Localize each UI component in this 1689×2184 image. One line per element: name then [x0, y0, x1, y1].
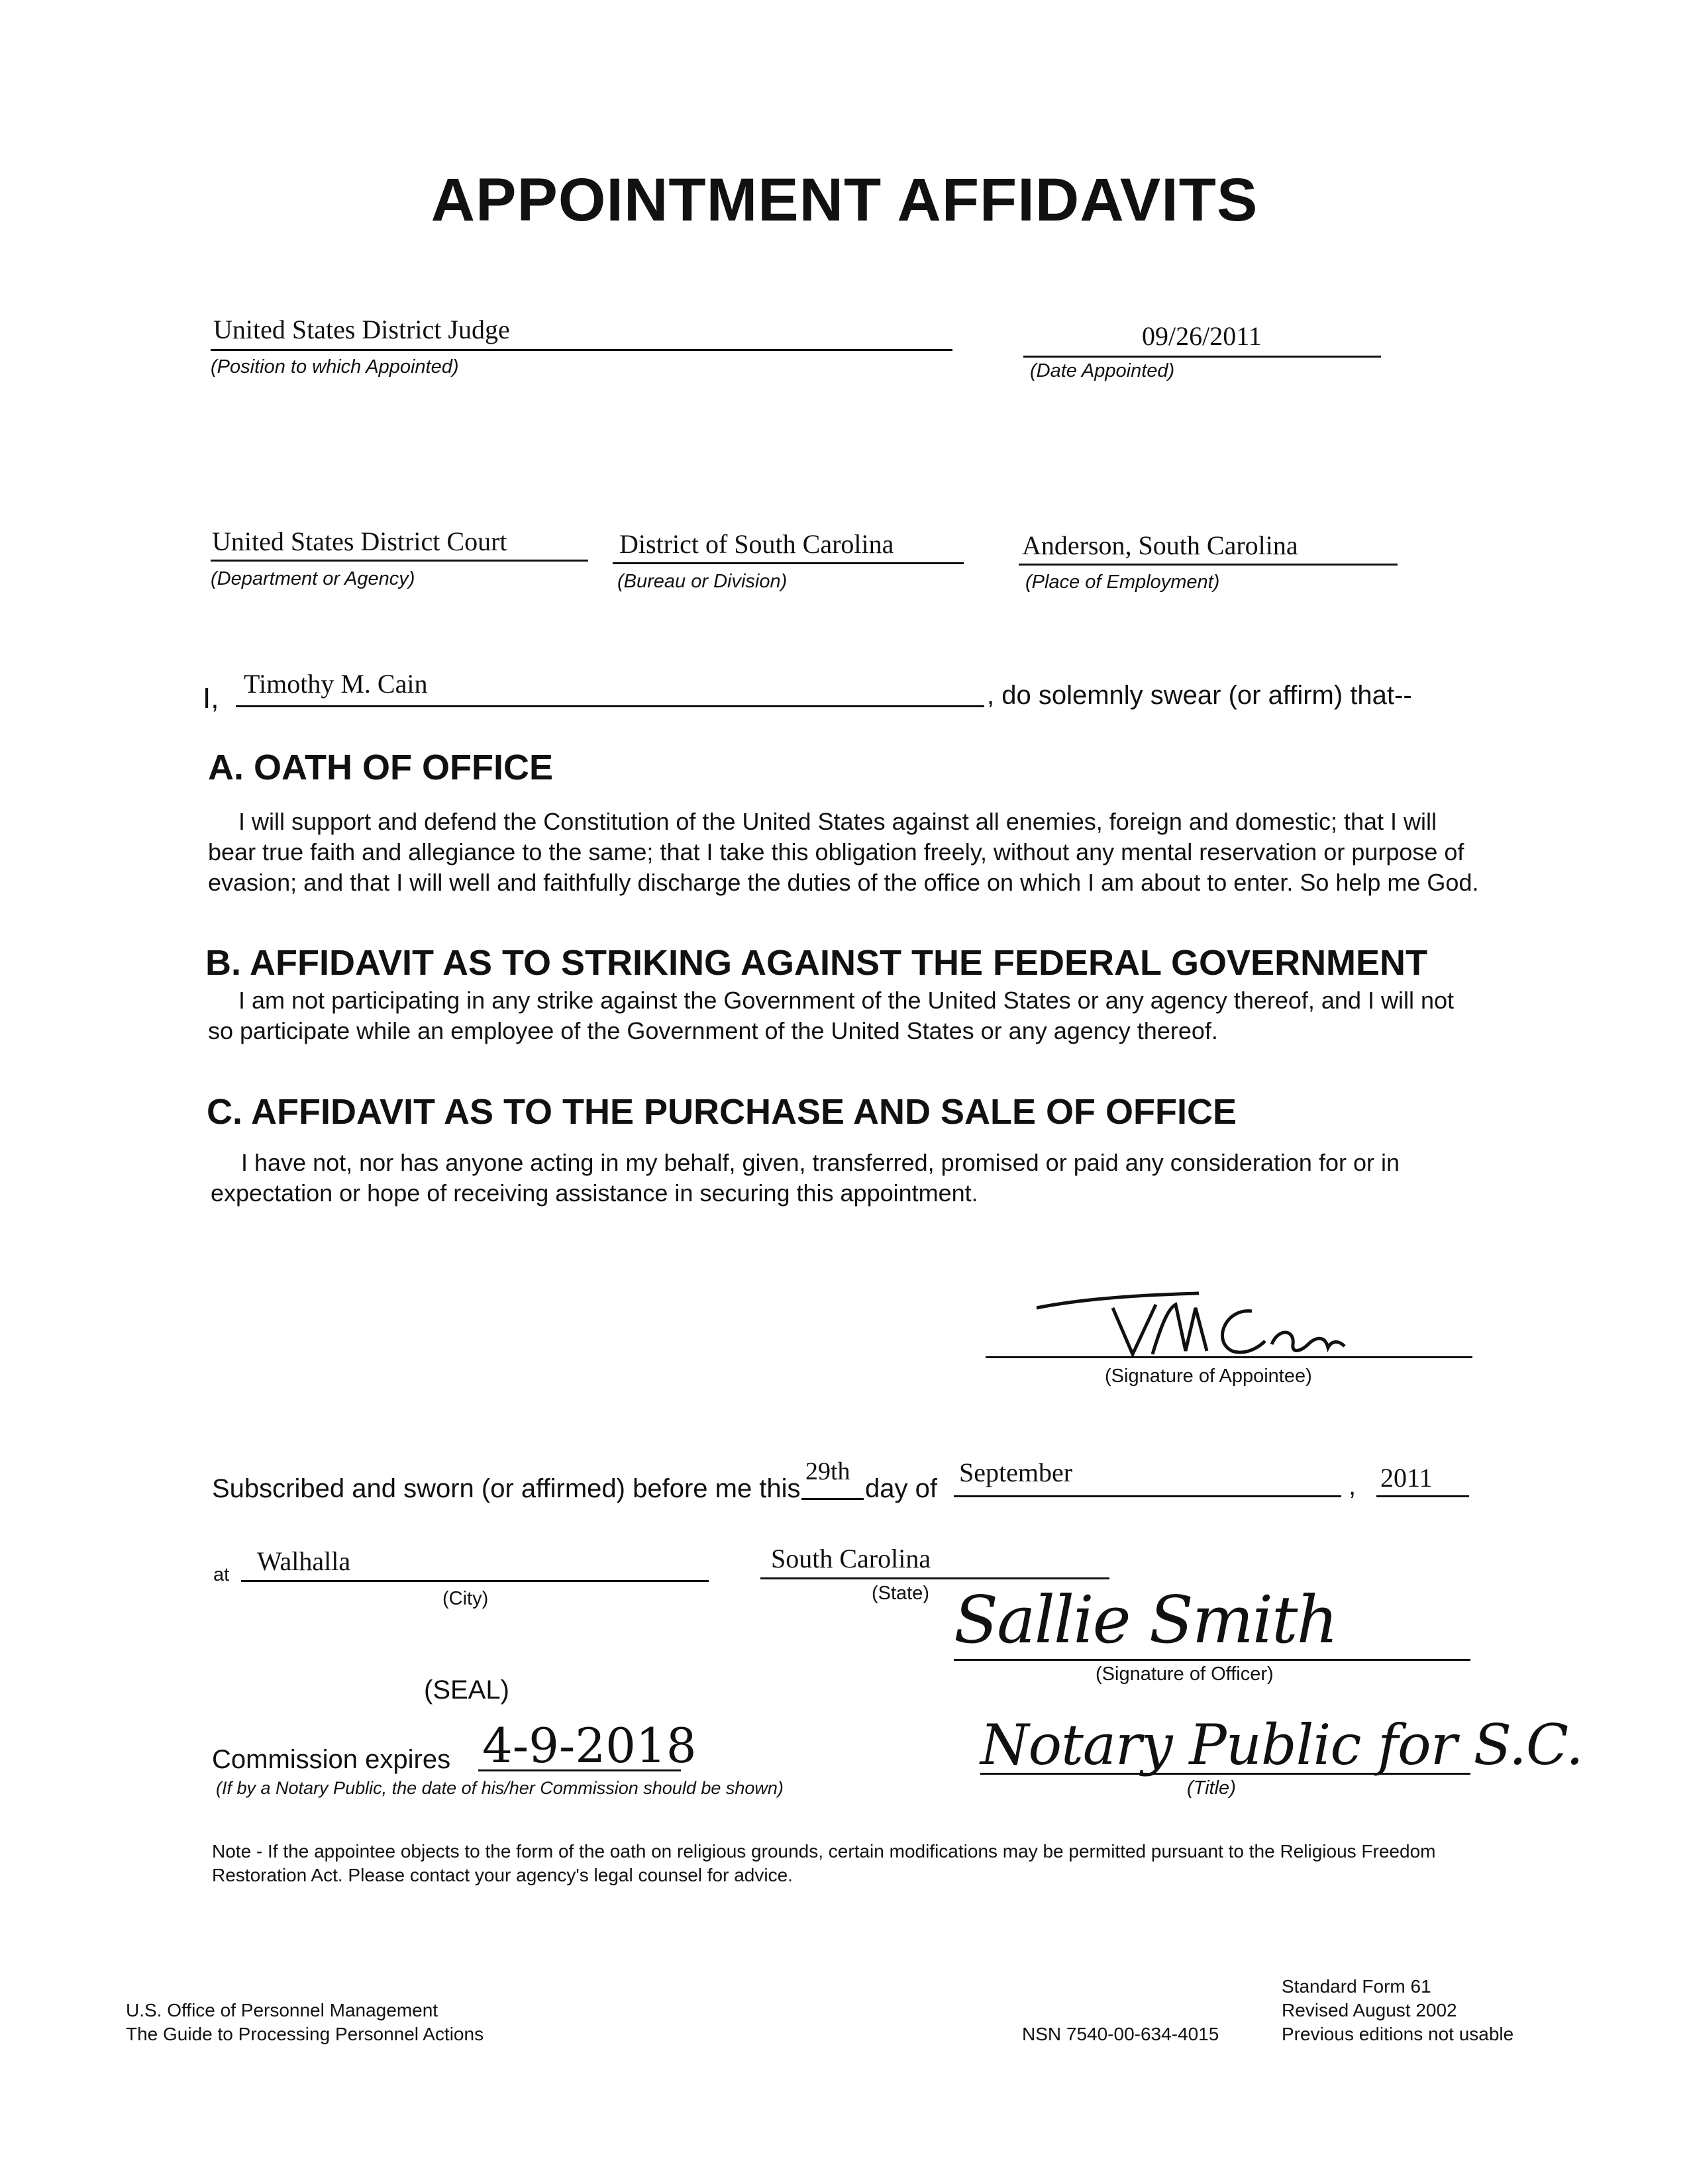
sworn-year: 2011 [1380, 1463, 1433, 1493]
section-b-text: I am not participating in any strike against the Government of the United States or any agency thereof, and I will not so participate while an employee of the Government of the United States or any agency thereof. [208, 987, 1455, 1044]
at-label: at [213, 1564, 230, 1585]
section-b-heading: B. AFFIDAVIT AS TO STRIKING AGAINST THE FEDERAL GOVERNMENT [205, 943, 1428, 983]
footer-form-line1: Standard Form 61 [1282, 1976, 1431, 1997]
city-caption: (City) [442, 1588, 489, 1609]
section-a-text: I will support and defend the Constitution of the United States against all enemies, foreign and domestic; that I will bear true faith and allegiance to the same; that I take this obligation freely, without any mental reservation or purpose of evasion; and that I will well and faithfully discharge the duties of the office on which I am about to enter. So help me God. [208, 808, 1479, 896]
sworn-day-label: day of [865, 1474, 937, 1503]
place-caption: (Place of Employment) [1025, 571, 1220, 593]
bureau-value: District of South Carolina [619, 529, 894, 559]
oath-suffix: , do solemnly swear (or affirm) that-- [987, 681, 1412, 710]
appointee-name: Timothy M. Cain [244, 669, 428, 699]
bureau-caption: (Bureau or Division) [617, 571, 788, 592]
appointee-signature-mark [1033, 1281, 1378, 1374]
officer-title-caption: (Title) [1187, 1777, 1236, 1799]
place-value: Anderson, South Carolina [1022, 530, 1298, 560]
bureau-line [613, 562, 964, 564]
officer-signature: Sallie Smith [954, 1583, 1337, 1658]
department-line [211, 560, 588, 562]
city-line [241, 1580, 709, 1582]
place-line [1019, 564, 1398, 566]
footer-org-line1: U.S. Office of Personnel Management [126, 2000, 438, 2020]
page-title: APPOINTMENT AFFIDAVITS [431, 166, 1258, 234]
commission-date: 4-9-2018 [482, 1718, 697, 1773]
officer-title-line [980, 1773, 1470, 1775]
commission-note: (If by a Notary Public, the date of his/her Commission should be shown) [216, 1778, 784, 1798]
sworn-month: September [959, 1458, 1073, 1487]
footer-nsn: NSN 7540-00-634-4015 [1022, 2024, 1219, 2044]
sworn-month-line [954, 1495, 1341, 1497]
officer-title: Notary Public for S.C. [980, 1712, 1583, 1777]
seal-label: (SEAL) [424, 1675, 509, 1705]
sworn-year-line [1376, 1495, 1469, 1497]
state-value: South Carolina [771, 1544, 931, 1573]
position-line [211, 349, 952, 351]
sworn-comma: , [1349, 1471, 1356, 1501]
oath-prefix: I, [203, 682, 219, 715]
date-appointed-value: 09/26/2011 [1142, 321, 1262, 351]
state-caption: (State) [872, 1583, 930, 1604]
sworn-day-line [801, 1498, 864, 1500]
position-caption: (Position to which Appointed) [211, 356, 459, 377]
position-value: United States District Judge [213, 315, 510, 344]
footer-org-line2: The Guide to Processing Personnel Actions [126, 2024, 484, 2044]
department-value: United States District Court [212, 526, 507, 556]
department-caption: (Department or Agency) [211, 568, 415, 589]
appointee-signature-line [986, 1356, 1472, 1358]
section-c-text: I have not, nor has anyone acting in my behalf, given, transferred, promised or paid any consideration for or in expectation or hope of receiving assistance in securing this appointment. [211, 1149, 1400, 1207]
sworn-day: 29th [805, 1458, 850, 1485]
date-appointed-line [1023, 356, 1381, 358]
appointee-signature-caption: (Signature of Appointee) [1105, 1365, 1312, 1387]
date-appointed-caption: (Date Appointed) [1030, 360, 1175, 381]
footer-form-line3: Previous editions not usable [1282, 2024, 1514, 2044]
commission-date-line [478, 1769, 681, 1771]
state-line [760, 1577, 1109, 1579]
city-value: Walhalla [257, 1546, 351, 1576]
footer-form-line2: Revised August 2002 [1282, 2000, 1457, 2020]
religious-note: Note - If the appointee objects to the form of the oath on religious grounds, certain modifications may be permitted pursuant to the Religious Freedom Restoration Act. Please contact your agency's legal counsel for advice. [212, 1841, 1436, 1885]
section-c-heading: C. AFFIDAVIT AS TO THE PURCHASE AND SALE OF OFFICE [207, 1092, 1237, 1132]
officer-signature-line [954, 1659, 1470, 1661]
sworn-text: Subscribed and sworn (or affirmed) before me this [212, 1474, 801, 1503]
appointee-name-line [236, 705, 984, 707]
officer-signature-caption: (Signature of Officer) [1096, 1663, 1274, 1685]
commission-label: Commission expires [212, 1745, 451, 1774]
section-a-heading: A. OATH OF OFFICE [208, 748, 553, 787]
